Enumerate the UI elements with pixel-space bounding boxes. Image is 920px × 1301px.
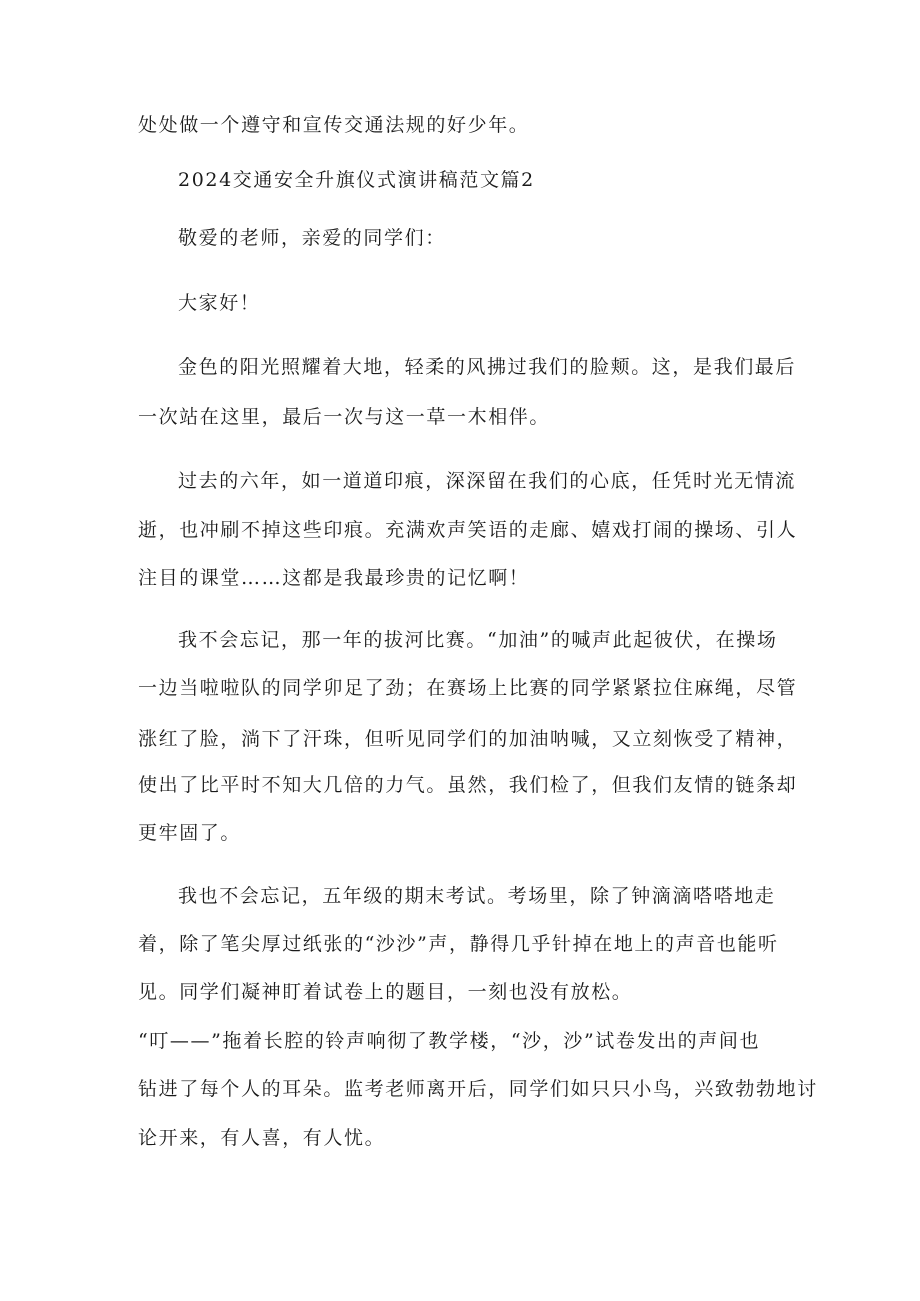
salutation: 敬爱的老师，亲爱的同学们： [178,227,446,249]
text-line: 钻进了每个人的耳朵。监考老师离开后，同学们如只只小鸟，兴致勃勃地讨 [138,1078,818,1100]
text-line: 一边当啦啦队的同学卯足了劲；在赛场上比赛的同学紧紧拉住麻绳，尽管 [138,677,798,699]
text-line: 逝，也冲刷不掉这些印痕。充满欢声笑语的走廊、嬉戏打闹的操场、引人 [138,519,798,541]
text-line: “叮——”拖着长腔的铃声响彻了教学楼，“沙，沙”试卷发出的声间也 [138,1030,761,1052]
text-line: 一次站在这里，最后一次与这一草一木相伴。 [138,406,551,428]
text-line: 处处做一个遵守和宣传交通法规的好少年。 [138,114,530,136]
text-line: 更牢固了。 [138,822,242,844]
text-line: 金色的阳光照耀着大地，轻柔的风拂过我们的脸颊。这，是我们最后 [178,356,797,378]
text-line: 论开来，有人喜，有人忧。 [138,1127,386,1149]
text-line: 见。同学们凝神盯着试卷上的题目，一刻也没有放松。 [138,981,633,1003]
text-line: 注目的课堂……这都是我最珍贵的记忆啊！ [138,567,530,589]
text-line: 我不会忘记，那一年的拔河比赛。“加油”的喊声此起彼伏，在操场 [178,629,778,651]
text-line: 着，除了笔尖厚过纸张的“沙沙”声，静得几乎针掉在地上的声音也能听 [138,933,779,955]
text-line: 我也不会忘记，五年级的期末考试。考场里，除了钟滴滴嗒嗒地走 [178,885,776,907]
text-line: 使出了比平时不知大几倍的力气。虽然，我们检了，但我们友情的链条却 [138,774,798,796]
greeting: 大家好！ [178,292,261,314]
text-line: 过去的六年，如一道道印痕，深深留在我们的心底，任凭时光无情流 [178,470,797,492]
section-title: 2024交通安全升旗仪式演讲稿范文篇2 [178,169,535,191]
text-line: 涨红了脸，淌下了汗珠，但听见同学们的加油呐喊，又立刻恢受了精神， [138,728,798,750]
